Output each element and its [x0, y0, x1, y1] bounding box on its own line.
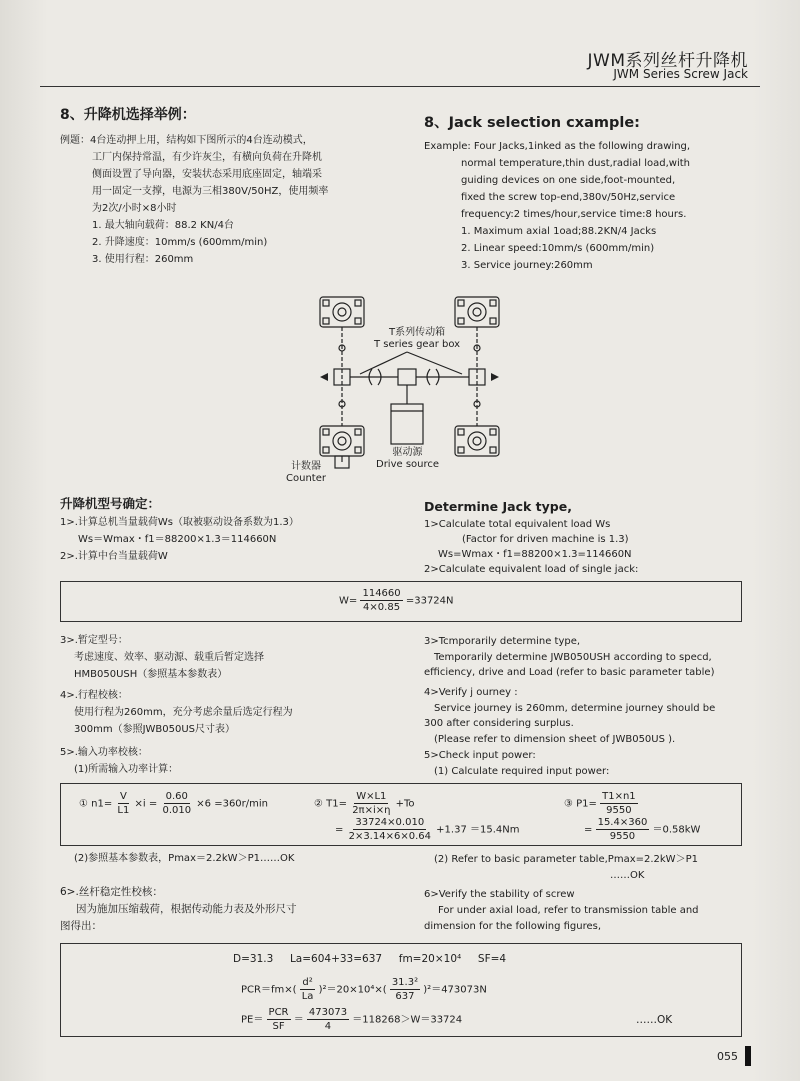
stability-ok: ……OK	[636, 1014, 673, 1026]
type-cn-s3-line: 3>.暂定型号：	[60, 635, 128, 646]
example-en-line: frequency:2 times/hour,service time:8 hours.	[461, 209, 687, 220]
p1-result: = $\frac{15.4\times 360}{9550}$ ＝0.58kW	[584, 817, 701, 842]
pcr-fraction-1	[300, 976, 316, 1003]
example-cn-line: 3. 使用行程：260mm	[92, 254, 194, 265]
pe-mid: ＝	[293, 1014, 304, 1026]
type-cn-s5-2: (2)参照基本参数表，Pmax＝2.2kW＞P1……OK	[74, 853, 295, 864]
type-cn-s5	[60, 744, 178, 778]
type-cn-s4-line: 使用行程为260mm，充分考虑余量后选定行程为	[74, 707, 293, 718]
p1-den: 9550	[606, 805, 632, 816]
counter-label-cn: 计数器	[290, 461, 321, 472]
type-en-s5-2-line: (2) Refer to basic parameter table,Pmax=2.2kW＞P1	[434, 854, 698, 865]
type-cn-s6-line: 因为施加压缩载荷，根据传动能力表及外形尺寸	[76, 903, 297, 915]
t1-den: 2π×i×η	[352, 805, 391, 816]
jack-top-right-icon	[455, 297, 499, 327]
type-en-s4-line: 300 after considering surplus.	[424, 718, 574, 729]
type-en-s1	[424, 517, 638, 577]
example-cn-line: 例题：4台连动押上用，结构如下图所示的4台连动模式，	[60, 135, 313, 146]
t1-den2: 2×3.14×6×0.64	[348, 831, 431, 842]
pcr-num2: 31.3²	[391, 977, 419, 988]
t1-rhs: +To	[395, 798, 415, 810]
pe-label: PE＝	[241, 1014, 264, 1026]
n1-mid: ×i =	[134, 798, 158, 810]
power-formula-box	[60, 783, 742, 846]
type-cn-s1-formula: Ws＝Wmax・f1＝88200×1.3＝114660N	[78, 534, 277, 545]
page-number: 055	[717, 1050, 738, 1063]
drive-label-en: Drive source	[376, 459, 440, 470]
example-cn-line: 侧面设置了导向器，安装状态采用底座固定，轴端采	[92, 169, 322, 180]
stability-formula-box	[60, 943, 742, 1037]
p1-rhs2: ＝0.58kW	[652, 824, 701, 836]
p1-num2: 15.4×360	[597, 817, 648, 828]
jack-bottom-left-icon	[320, 426, 364, 456]
t1-label: ② T1=	[314, 798, 347, 810]
type-en-s1-line: (Factor for driven machine is 1.3)	[462, 534, 629, 545]
jack-top-left-icon	[320, 297, 364, 327]
example-cn-line: 2. 升降速度：10mm/s (600mm/min)	[92, 237, 268, 248]
n1-fraction-1	[115, 790, 131, 817]
type-en-s3-line: efficiency, drive and Load (refer to basic parameter table)	[424, 667, 715, 678]
t1-rhs2: +1.37 ＝15.4Nm	[436, 824, 520, 836]
pe-fraction-2	[307, 1006, 349, 1033]
example-cn-line: 工厂内保持常温，有少许灰尘，有横向负荷在升降机	[92, 152, 322, 163]
pcr-den: La	[301, 991, 314, 1002]
example-cn-line: 1. 最大轴向载荷：88.2 KN/4台	[92, 220, 234, 231]
type-en-s5-line: (1) Calculate required input power:	[434, 766, 610, 777]
t1-fraction	[350, 790, 392, 817]
t1-formula	[314, 790, 415, 817]
type-en-s4	[424, 685, 715, 747]
t1-num2: 33724×0.010	[355, 817, 425, 828]
header-title-en: JWM Series Screw Jack	[613, 67, 748, 81]
type-en-s3	[424, 634, 714, 681]
type-en-s6-line: dimension for the following figures,	[424, 921, 602, 932]
section-title-en: 8、Jack selection cxample:	[424, 115, 640, 131]
n1-den2: 0.010	[162, 805, 192, 816]
pcr-fraction-2	[390, 976, 420, 1003]
single-load-formula-box	[60, 581, 742, 622]
type-title-en: Determine Jack type,	[424, 499, 572, 514]
example-en-line: 2. Linear speed:10mm/s (600mm/min)	[461, 243, 655, 254]
example-en-line: fixed the screw top-end,380v/50Hz,service	[461, 192, 676, 203]
type-cn-s6-line: 6>.丝杆稳定性校核：	[60, 886, 163, 898]
type-en-s5-line: 5>Check input power:	[424, 750, 536, 761]
p1-formula	[564, 790, 638, 817]
example-en-line: normal temperature,thin dust,radial load,with	[461, 158, 691, 169]
counter-label	[286, 461, 326, 485]
w-formula-num: 114660	[362, 588, 401, 599]
pcr-den2: 637	[395, 991, 415, 1002]
n1-label: ① n1=	[79, 798, 113, 810]
t1-fraction-2	[347, 816, 433, 843]
n1-rhs: ×6 =360r/min	[196, 798, 269, 810]
type-cn-s3	[60, 632, 264, 683]
w-formula-rhs: =33724N	[405, 595, 454, 607]
t1-result: = $\frac{33724\times 0.010}{2\times 3.14\times 6\times 0.64}$ +1.37 ＝15.4Nm	[335, 817, 520, 842]
pcr-label: PCR＝fm×(	[241, 984, 297, 996]
jack-bottom-right-icon	[455, 426, 499, 456]
type-en-s6-line: For under axial load, refer to transmission table and	[438, 905, 699, 916]
gearbox-center-icon	[398, 369, 416, 385]
example-en-line: guiding devices on one side,foot-mounted,	[461, 175, 676, 186]
type-en-s6	[424, 887, 699, 935]
gearbox-label	[374, 327, 460, 351]
type-cn-s4	[60, 687, 293, 738]
type-en-s6-line: 6>Verify the stability of screw	[424, 889, 575, 900]
drive-label-cn: 驱动源	[392, 447, 423, 458]
p1-label: ③ P1=	[564, 798, 597, 810]
type-title-cn: 升降机型号确定：	[60, 496, 161, 511]
stability-params: D=31.3 La=604+33=637 fm=20×10⁴ SF=4	[233, 953, 507, 965]
type-en-s4-line: 4>Verify j ourney :	[424, 687, 518, 698]
pe-rhs: ＝118268＞W＝33724	[352, 1014, 463, 1026]
example-cn-line: 用一固定一支撑，电源为三相380V/50HZ，使用频率	[92, 186, 329, 197]
type-cn-s5-line: 5>.输入功率校核：	[60, 747, 148, 758]
w-formula	[339, 587, 454, 614]
type-cn-s4-line: 4>.行程校核：	[60, 690, 128, 701]
page-number-bar	[745, 1046, 751, 1066]
pcr-mid: )²＝20×10⁴×(	[318, 984, 387, 996]
type-en-s1-line: 1>Calculate total equivalent load Ws	[424, 519, 611, 530]
type-en-s1-line: Ws=Wmax・f1=88200×1.3=114660N	[438, 549, 632, 560]
pe-num2: 473073	[308, 1007, 348, 1018]
pe-num: PCR	[268, 1007, 289, 1018]
t1-num: W×L1	[356, 791, 387, 802]
drive-label	[376, 447, 439, 471]
pe-fraction-1	[267, 1006, 291, 1033]
pcr-formula	[241, 976, 487, 1003]
p1-fraction-2	[596, 816, 650, 843]
n1-num1: V	[119, 791, 127, 802]
type-en-s5-2	[434, 852, 698, 884]
example-en-line: 1. Maximum axial 1oad;88.2KN/4 Jacks	[461, 226, 657, 237]
w-formula-lhs: W=	[339, 595, 358, 607]
type-en-s5-2-line: ……OK	[610, 870, 645, 881]
example-en-line: 3. Service journey:260mm	[461, 260, 593, 271]
section-title-cn: 8、升降机选择举例：	[60, 107, 196, 123]
gearbox-label-en: T series gear box	[374, 339, 461, 350]
n1-formula	[79, 790, 268, 817]
p1-num: T1×n1	[602, 791, 636, 802]
type-cn-s6-line: 图得出：	[60, 920, 102, 932]
example-cn-line: 为2次/小时×8小时	[92, 203, 177, 214]
gearbox-label-cn: T系列传动箱	[388, 327, 446, 338]
counter-label-en: Counter	[286, 473, 326, 484]
type-en-s4-line: Service journey is 260mm, determine journey should be	[434, 702, 716, 714]
type-cn-s5-line: (1)所需输入功率计算：	[74, 764, 179, 775]
type-cn-s2-text: 2>.计算中台当量载荷W	[60, 551, 168, 562]
type-en-s4-line: (Please refer to dimension sheet of JWB050US ).	[434, 733, 676, 745]
header-title-cn: JWM系列丝杆升降机	[587, 51, 748, 71]
n1-den1: L1	[117, 805, 130, 816]
type-cn-s3-line: HMB050USH（参照基本参数表）	[74, 669, 228, 680]
type-cn-s4-line: 300mm（参照JWB050US尺寸表）	[74, 724, 236, 735]
pcr-rhs: )²＝473073N	[423, 984, 487, 996]
p1-den2: 9550	[609, 831, 636, 842]
w-formula-den: 4×0.85	[363, 602, 401, 613]
n1-num2: 0.60	[165, 791, 188, 802]
pe-formula	[241, 1006, 462, 1033]
pe-den2: 4	[324, 1021, 332, 1032]
jack-layout-diagram	[0, 0, 800, 500]
type-en-s2: 2>Calculate equivalent load of single jack:	[424, 564, 639, 575]
drive-motor-icon	[391, 404, 423, 444]
type-cn-s1	[60, 514, 299, 565]
pe-den: SF	[272, 1021, 285, 1032]
type-cn-s1-text: 1>.计算总机当量载荷Ws（取被驱动设备系数为1.3）	[60, 517, 299, 528]
type-cn-s6	[60, 884, 297, 935]
type-en-s3-line: Temporarily determine JWB050USH according to specd,	[434, 651, 712, 663]
type-cn-s3-line: 考虑速度、效率、驱动源、载重后暂定选择	[74, 652, 264, 663]
p1-fraction	[600, 790, 638, 817]
pcr-num: d²	[302, 977, 313, 988]
w-formula-fraction	[360, 587, 402, 614]
type-en-s5	[424, 748, 609, 780]
type-en-s3-line: 3>Tcmporarily determine type,	[424, 636, 581, 647]
example-en-line: Example: Four Jacks,1inked as the following drawing,	[424, 141, 691, 152]
n1-fraction-2	[160, 790, 193, 817]
